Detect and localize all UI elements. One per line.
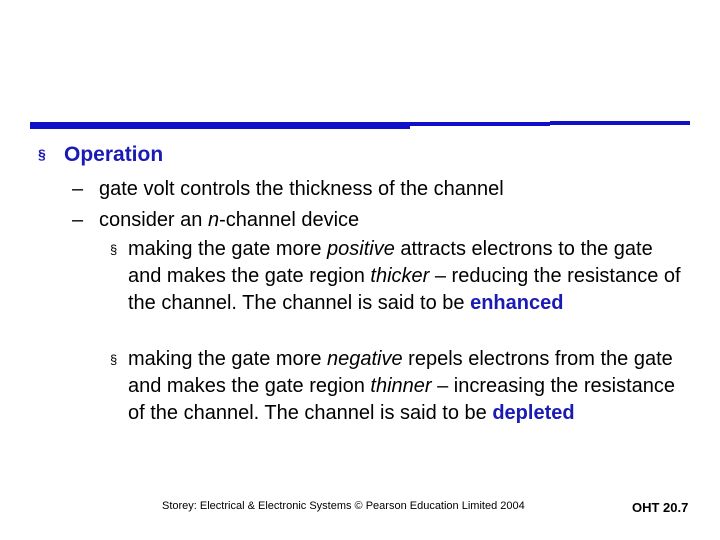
text-run: making the gate more: [128, 348, 327, 370]
dash-point-text: gate volt controls the thickness of the channel: [99, 178, 504, 200]
sub-point-text: [128, 346, 690, 427]
square-bullet-icon: §: [110, 242, 118, 257]
square-bullet-icon: §: [110, 352, 118, 367]
section-heading: [38, 143, 163, 167]
italic-run: thinner: [370, 375, 432, 397]
dash-point-prefix: consider an: [99, 209, 208, 231]
dash-point-1: [72, 178, 504, 201]
heading-text: Operation: [64, 143, 164, 166]
dash-point-suffix: -channel device: [219, 209, 360, 231]
italic-run: positive: [327, 238, 395, 260]
emphasis-term: depleted: [492, 402, 575, 424]
text-run: – reducing the resistance of the channel. The channel is said to be: [128, 265, 681, 314]
sub-point-1: [110, 236, 690, 317]
sub-point-text: [128, 236, 690, 317]
text-run: attracts electrons to the gate and makes the gate region: [128, 238, 653, 287]
italic-run: thicker: [370, 265, 430, 287]
dash-icon: –: [72, 178, 84, 200]
italic-run: negative: [327, 348, 403, 370]
dash-point-italic: n: [207, 209, 220, 231]
text-run: repels electrons from the gate and makes the gate region: [128, 348, 673, 397]
dash-icon: –: [72, 209, 84, 231]
dash-point-2: [72, 209, 359, 232]
footer-copyright: Storey: Electrical & Electronic Systems © Pearson Education Limited 2004: [162, 500, 525, 512]
sub-point-2: [110, 346, 690, 427]
slide-number: OHT 20.7: [632, 500, 689, 515]
text-run: – increasing the resistance of the channel. The channel is said to be: [128, 375, 676, 424]
emphasis-term: enhanced: [470, 292, 564, 314]
text-run: making the gate more: [128, 238, 327, 260]
square-bullet-icon: §: [38, 146, 46, 162]
